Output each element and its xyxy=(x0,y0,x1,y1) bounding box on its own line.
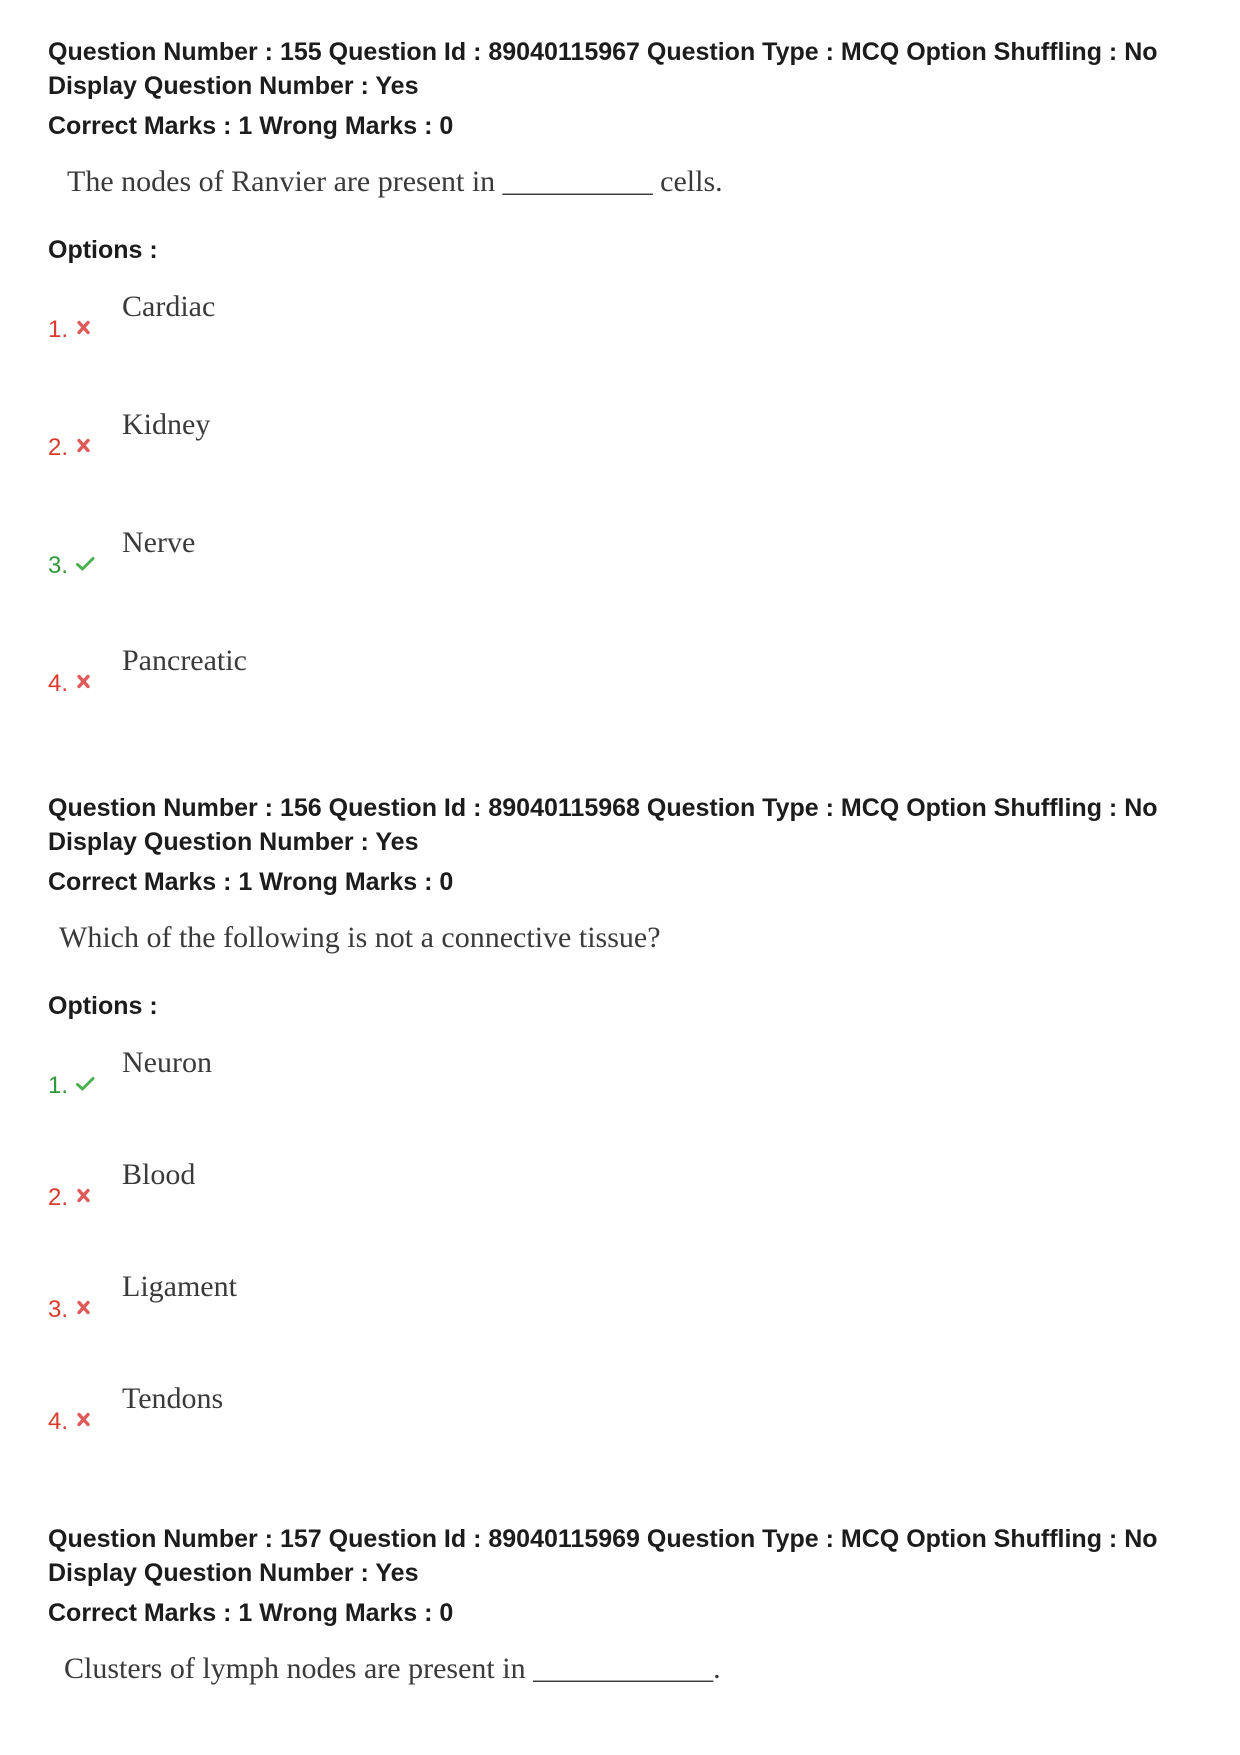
option-text: Nerve xyxy=(122,526,196,559)
option-text: Kidney xyxy=(122,408,211,441)
correct-marks-label: Correct Marks : xyxy=(48,112,232,140)
option-shuffling: No xyxy=(1124,794,1158,822)
check-icon xyxy=(75,1076,95,1092)
question-id: 89040115967 xyxy=(488,38,640,66)
option-number: 2. xyxy=(48,1184,69,1211)
check-icon xyxy=(75,556,95,572)
question-number-label: Question Number : xyxy=(48,794,274,822)
cross-icon xyxy=(75,1300,95,1316)
cross-icon xyxy=(75,1412,95,1428)
display-question-number: Yes xyxy=(375,1559,419,1587)
wrong-marks: 0 xyxy=(439,868,454,896)
display-question-number-line xyxy=(48,69,419,103)
question-type: MCQ xyxy=(840,794,900,822)
question-meta-line xyxy=(48,1522,1158,1556)
options-label: Options : xyxy=(48,992,158,1020)
option-shuffling-label: Option Shuffling : xyxy=(906,794,1118,822)
display-question-number-label: Display Question Number : xyxy=(48,72,369,100)
display-question-number: Yes xyxy=(375,828,419,856)
question-number: 157 xyxy=(279,1525,322,1553)
correct-marks: 1 xyxy=(238,1599,253,1627)
question-text: The nodes of Ranvier are present in __________ cells. xyxy=(67,165,723,198)
question-id: 89040115969 xyxy=(488,1525,640,1553)
cross-icon xyxy=(75,674,95,690)
option-shuffling-label: Option Shuffling : xyxy=(906,1525,1118,1553)
option-text: Pancreatic xyxy=(122,644,247,677)
option-number: 3. xyxy=(48,552,69,579)
option-shuffling: No xyxy=(1124,38,1158,66)
question-id-label: Question Id : xyxy=(328,1525,482,1553)
wrong-marks: 0 xyxy=(439,1599,454,1627)
question-type: MCQ xyxy=(840,38,900,66)
option-3 xyxy=(48,1270,468,1332)
display-question-number: Yes xyxy=(375,72,419,100)
cross-icon xyxy=(75,320,95,336)
option-shuffling-label: Option Shuffling : xyxy=(906,38,1118,66)
question-block xyxy=(48,791,1218,1491)
option-3 xyxy=(48,526,468,588)
option-4 xyxy=(48,644,468,706)
question-meta-line xyxy=(48,35,1158,69)
question-number: 156 xyxy=(279,794,322,822)
question-text: Which of the following is not a connective tissue? xyxy=(59,921,661,954)
option-text: Cardiac xyxy=(122,290,216,323)
display-question-number-line xyxy=(48,825,419,859)
question-meta-line xyxy=(48,791,1158,825)
display-question-number-label: Display Question Number : xyxy=(48,828,369,856)
marks-line xyxy=(48,865,453,899)
marks-line xyxy=(48,109,453,143)
option-number: 2. xyxy=(48,434,69,461)
question-text: Clusters of lymph nodes are present in ____________. xyxy=(64,1652,721,1685)
question-number: 155 xyxy=(279,38,322,66)
display-question-number-label: Display Question Number : xyxy=(48,1559,369,1587)
question-id-label: Question Id : xyxy=(328,794,482,822)
question-type-label: Question Type : xyxy=(646,38,834,66)
question-number-label: Question Number : xyxy=(48,38,274,66)
question-type-label: Question Type : xyxy=(646,1525,834,1553)
question-id-label: Question Id : xyxy=(328,38,482,66)
option-number: 4. xyxy=(48,1408,69,1435)
option-number: 3. xyxy=(48,1296,69,1323)
correct-marks-label: Correct Marks : xyxy=(48,1599,232,1627)
correct-marks-label: Correct Marks : xyxy=(48,868,232,896)
correct-marks: 1 xyxy=(238,868,253,896)
option-text: Ligament xyxy=(122,1270,237,1303)
question-id: 89040115968 xyxy=(488,794,640,822)
question-type: MCQ xyxy=(840,1525,900,1553)
question-block xyxy=(48,1522,1218,1722)
option-4 xyxy=(48,1382,468,1444)
cross-icon xyxy=(75,438,95,454)
cross-icon xyxy=(75,1188,95,1204)
wrong-marks-label: Wrong Marks : xyxy=(259,1599,433,1627)
question-number-label: Question Number : xyxy=(48,1525,274,1553)
wrong-marks-label: Wrong Marks : xyxy=(259,868,433,896)
option-2 xyxy=(48,1158,468,1220)
wrong-marks: 0 xyxy=(439,112,454,140)
wrong-marks-label: Wrong Marks : xyxy=(259,112,433,140)
option-2 xyxy=(48,408,468,470)
option-text: Neuron xyxy=(122,1046,212,1079)
option-number: 4. xyxy=(48,670,69,697)
marks-line xyxy=(48,1596,453,1630)
option-shuffling: No xyxy=(1124,1525,1158,1553)
option-1 xyxy=(48,1046,468,1108)
option-text: Blood xyxy=(122,1158,196,1191)
option-number: 1. xyxy=(48,1072,69,1099)
options-label: Options : xyxy=(48,236,158,264)
question-type-label: Question Type : xyxy=(646,794,834,822)
option-text: Tendons xyxy=(122,1382,224,1415)
display-question-number-line xyxy=(48,1556,419,1590)
correct-marks: 1 xyxy=(238,112,253,140)
option-1 xyxy=(48,290,468,352)
question-block xyxy=(48,35,1218,735)
option-number: 1. xyxy=(48,316,69,343)
